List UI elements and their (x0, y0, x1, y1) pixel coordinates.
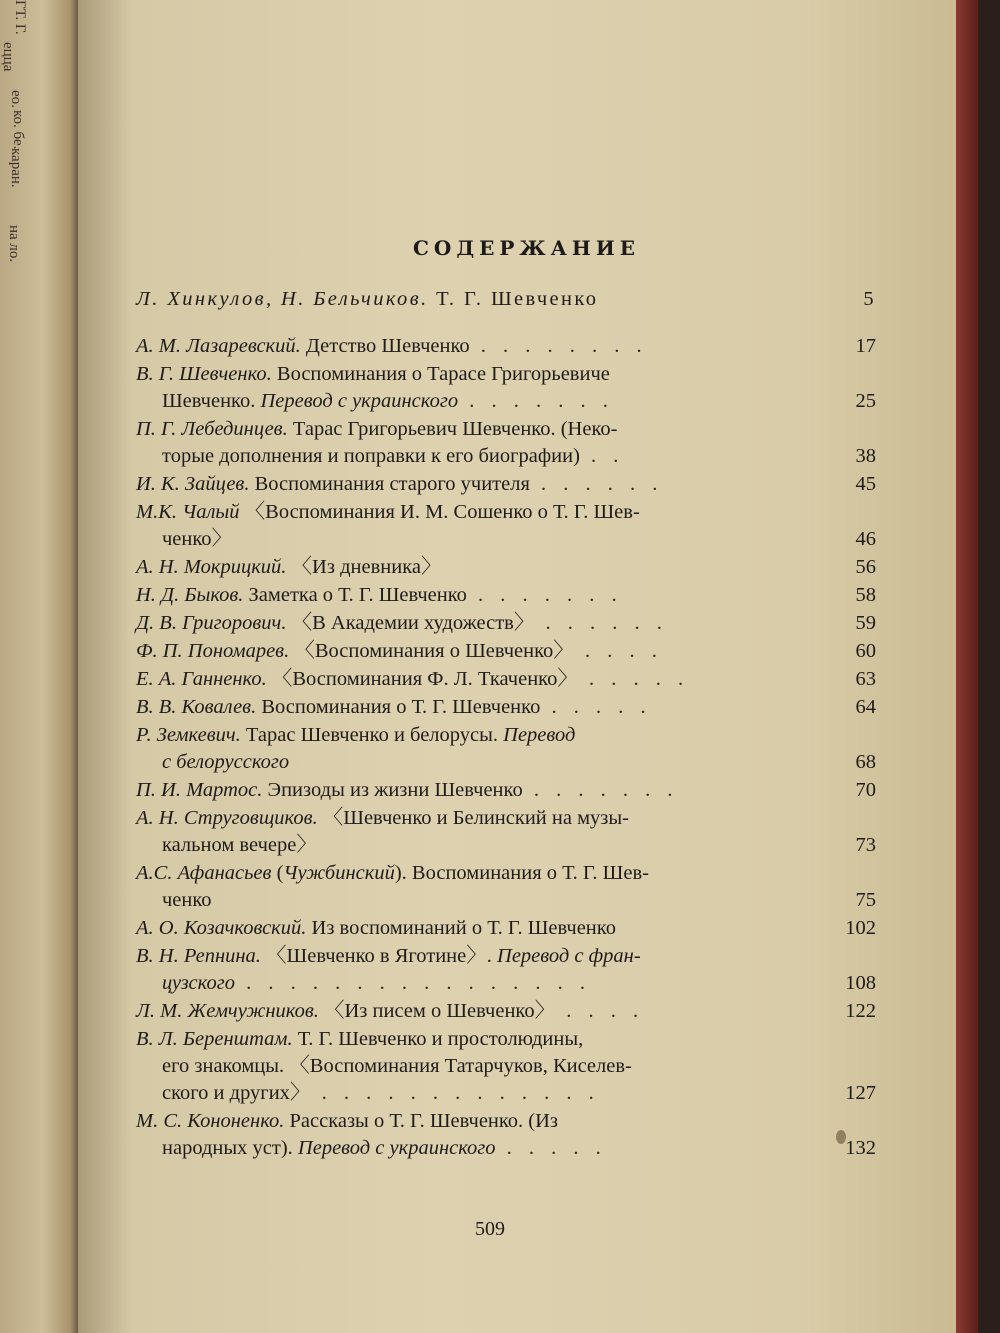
toc-entry (136, 915, 876, 942)
toc-page-number: 46 (855, 528, 876, 550)
toc-title-text: 〈Из дневника〉 (291, 556, 442, 578)
book-cover-edge (956, 0, 978, 1333)
toc-entry (136, 582, 876, 609)
toc-entry-line (136, 554, 876, 581)
toc-page-number: 64 (855, 696, 876, 718)
toc-entry-line (136, 638, 876, 665)
prev-page-fragment: ецца (0, 42, 16, 72)
toc-page-number: 58 (855, 584, 876, 606)
toc-title-text: ). Воспоминания о Т. Г. Шев- (394, 862, 649, 884)
toc-entry (136, 554, 876, 581)
toc-title-text: Тарас Шевченко и белорусы. (245, 724, 504, 746)
toc-author: А. Н. Струговщиков. (136, 807, 323, 829)
toc-entry-line (136, 915, 876, 942)
toc-author: В. Л. Беренштам. (136, 1028, 298, 1050)
toc-leader-dots: . . . . . . . (466, 584, 623, 606)
toc-leader-dots: . . . . . (540, 696, 652, 718)
toc-entry-line (136, 333, 876, 360)
toc-entry-line (136, 694, 876, 721)
toc-page-number: 132 (845, 1137, 876, 1159)
toc-title-text: Воспоминания о Т. Г. Шевченко (261, 696, 541, 718)
page-heading: СОДЕРЖАНИЕ (413, 236, 640, 260)
toc-entry (136, 286, 876, 313)
toc-page-number: 60 (855, 640, 876, 662)
toc-page-number: 73 (855, 834, 876, 856)
toc-entry-line (136, 388, 876, 415)
toc-entry-line (136, 832, 876, 859)
toc-entry-line (136, 860, 876, 887)
toc-title-text: Шевченко. (162, 390, 261, 412)
prev-page-fragment: ГТ. Г. (12, 0, 28, 35)
toc-title-text: Из воспоминаний о Т. Г. Шевченко (311, 917, 616, 939)
toc-entry-line (136, 970, 876, 997)
toc-author: В. В. Ковалев. (136, 696, 262, 718)
toc-title-text: ченко (162, 889, 212, 911)
toc-title-text: 〈Шевченко в Яготине〉. (266, 945, 498, 967)
toc-page-number: 108 (845, 972, 876, 994)
toc-title-text: 〈Шевченко и Белинский на музы- (322, 807, 629, 829)
toc-italic-note: цузского (162, 972, 235, 994)
toc-entry (136, 610, 876, 637)
toc-page-number: 38 (855, 445, 876, 467)
toc-entry-line (136, 286, 876, 313)
toc-title-text: Т. Г. Шевченко и простолюдины, (297, 1028, 584, 1050)
toc-title-text: Воспоминания о Тарасе Григорьевиче (276, 363, 610, 385)
toc-author: Ф. П. Пономарев. (136, 640, 295, 662)
toc-entry-line (136, 777, 876, 804)
toc-leader-dots: . . . . (555, 1000, 645, 1022)
toc-author: Е. А. Ганненко. (136, 668, 272, 690)
toc-title-text: торые дополнения и поправки к его биографии) (162, 445, 580, 467)
toc-entry (136, 666, 876, 693)
book-page (78, 0, 978, 1333)
toc-author: П. И. Мартос. (136, 779, 268, 801)
toc-page-number: 68 (855, 751, 876, 773)
toc-italic-note: Чужбинский (283, 862, 395, 884)
toc-page-number: 70 (855, 779, 876, 801)
toc-entry (136, 416, 876, 470)
toc-page-number: 59 (855, 612, 876, 634)
toc-entry (136, 777, 876, 804)
prev-page-fragment: ео. (8, 90, 24, 108)
toc-entry-line (136, 722, 876, 749)
toc-author: А. О. Козачковский. (136, 917, 312, 939)
toc-entry-line (136, 749, 876, 776)
toc-entry-line (136, 499, 876, 526)
page-number: 509 (475, 1218, 505, 1240)
toc-title-text: Детство Шевченко (305, 335, 470, 357)
toc-entry (136, 860, 876, 914)
toc-italic-note: Перевод с украинского (297, 1137, 496, 1159)
toc-entry-line (136, 582, 876, 609)
toc-entry-line (136, 361, 876, 388)
toc-author: Л. М. Жемчужников. (136, 1000, 324, 1022)
toc-author: А. Н. Мокрицкий. (136, 556, 292, 578)
toc-leader-dots: . . . . . . . (458, 390, 614, 412)
toc-entry-line (136, 1135, 876, 1162)
previous-page-edge (0, 0, 78, 1333)
toc-leader-dots: . . . . . . . . . . . . . . . . (234, 972, 591, 994)
toc-title-text: Воспоминания старого учителя (254, 473, 530, 495)
toc-title-text: ского и других〉 (162, 1082, 311, 1104)
toc-title-text: Тарас Григорьевич Шевченко. (Неко- (292, 418, 618, 440)
toc-entry (136, 471, 876, 498)
toc-entry (136, 998, 876, 1025)
toc-leader-dots: . . . . . . . (522, 779, 679, 801)
toc-page-number: 63 (855, 668, 876, 690)
toc-entry-line (136, 443, 876, 470)
toc-entry (136, 638, 876, 665)
toc-leader-dots: . . . . . (495, 1137, 607, 1159)
toc-author: В. Г. Шевченко. (136, 363, 277, 385)
toc-title-text: Заметка о Т. Г. Шевченко (248, 584, 467, 606)
toc-entry (136, 333, 876, 360)
prev-page-fragment: ко. бе. (10, 110, 26, 150)
toc-page-number: 75 (855, 889, 876, 911)
toc-entry (136, 722, 876, 776)
toc-title-text: 〈Воспоминания И. М. Сошенко о Т. Г. Шев- (244, 501, 640, 523)
toc-title-text: 〈Воспоминания Ф. Л. Ткаченко〉 (271, 668, 578, 690)
toc-italic-note: Перевод с фран- (497, 945, 641, 967)
toc-entry (136, 694, 876, 721)
toc-title-text: народных уст). (162, 1137, 298, 1159)
toc-entry-line (136, 943, 876, 970)
toc-entry (136, 1108, 876, 1162)
toc-author: Н. Д. Быков. (136, 584, 249, 606)
toc-page-number: 25 (855, 390, 876, 412)
toc-leader-dots: . . . . . (577, 668, 690, 690)
toc-entry-line (136, 887, 876, 914)
toc-entry (136, 499, 876, 553)
toc-entry-line (136, 1108, 876, 1135)
toc-title-text: Т. Г. Шевченко (436, 288, 599, 310)
toc-entry-line (136, 416, 876, 443)
toc-leader-dots: . . . . . . . . . . . . . (310, 1082, 600, 1104)
toc-page-number: 56 (855, 556, 876, 578)
toc-entry (136, 361, 876, 415)
toc-title-text: ченко〉 (162, 528, 233, 550)
toc-title-text: 〈Воспоминания о Шевченко〉 (294, 640, 574, 662)
toc-author: И. К. Зайцев. (136, 473, 255, 495)
toc-title-text: 〈В Академии художеств〉 (291, 612, 535, 634)
toc-author: П. Г. Лебединцев. (136, 418, 293, 440)
toc-entry (136, 943, 876, 997)
toc-italic-note: Перевод (503, 724, 576, 746)
toc-title-text: его знакомцы. 〈Воспоминания Татарчуков, Киселев- (162, 1055, 632, 1077)
toc-page-number: 122 (845, 1000, 876, 1022)
toc-entry-line (136, 998, 876, 1025)
toc-entry-line (136, 1053, 876, 1080)
toc-page-number: 102 (845, 917, 876, 939)
toc-entry (136, 805, 876, 859)
paper-stain (836, 1130, 846, 1144)
toc-leader-dots: . . . . . . (529, 473, 664, 495)
toc-leader-dots: . . . . . . (534, 612, 668, 634)
toc-author: А.С. Афанасьев (136, 862, 277, 884)
prev-page-fragment: на ло. (6, 225, 22, 263)
toc-title-text: Эпизоды из жизни Шевченко (267, 779, 523, 801)
toc-author: В. Н. Репнина. (136, 945, 267, 967)
table-of-contents (136, 286, 876, 1162)
toc-author: М.К. Чалый (136, 501, 245, 523)
toc-leader-dots: . . (579, 445, 625, 467)
toc-italic-note: Перевод с украинского (260, 390, 459, 412)
toc-page-number: 127 (845, 1082, 876, 1104)
toc-page-number: 5 (863, 288, 876, 310)
toc-entry (136, 1026, 876, 1107)
toc-entry-line (136, 471, 876, 498)
toc-author: Л. Хинкулов, Н. Бельчиков. (136, 288, 437, 310)
toc-author: Д. В. Григорович. (136, 612, 292, 634)
toc-title-text: 〈Из писем о Шевченко〉 (323, 1000, 556, 1022)
toc-page-number: 45 (855, 473, 876, 495)
toc-page-number: 17 (855, 335, 876, 357)
toc-author: А. М. Лазаревский. (136, 335, 306, 357)
toc-author: М. С. Кононенко. (136, 1110, 290, 1132)
toc-entry-line (136, 666, 876, 693)
toc-leader-dots: . . . . (573, 640, 663, 662)
toc-entry-line (136, 526, 876, 553)
toc-entry-line (136, 1080, 876, 1107)
toc-entry-line (136, 610, 876, 637)
prev-page-fragment: каран. (8, 148, 24, 188)
toc-title-text: Рассказы о Т. Г. Шевченко. (Из (289, 1110, 559, 1132)
toc-title-text: кальном вечере〉 (162, 834, 317, 856)
toc-entry-line (136, 1026, 876, 1053)
toc-author: Р. Земкевич. (136, 724, 246, 746)
toc-leader-dots: . . . . . . . . (469, 335, 648, 357)
toc-italic-note: с белорусского (162, 751, 290, 773)
toc-title-text: ( (276, 862, 284, 884)
toc-entry-line (136, 805, 876, 832)
